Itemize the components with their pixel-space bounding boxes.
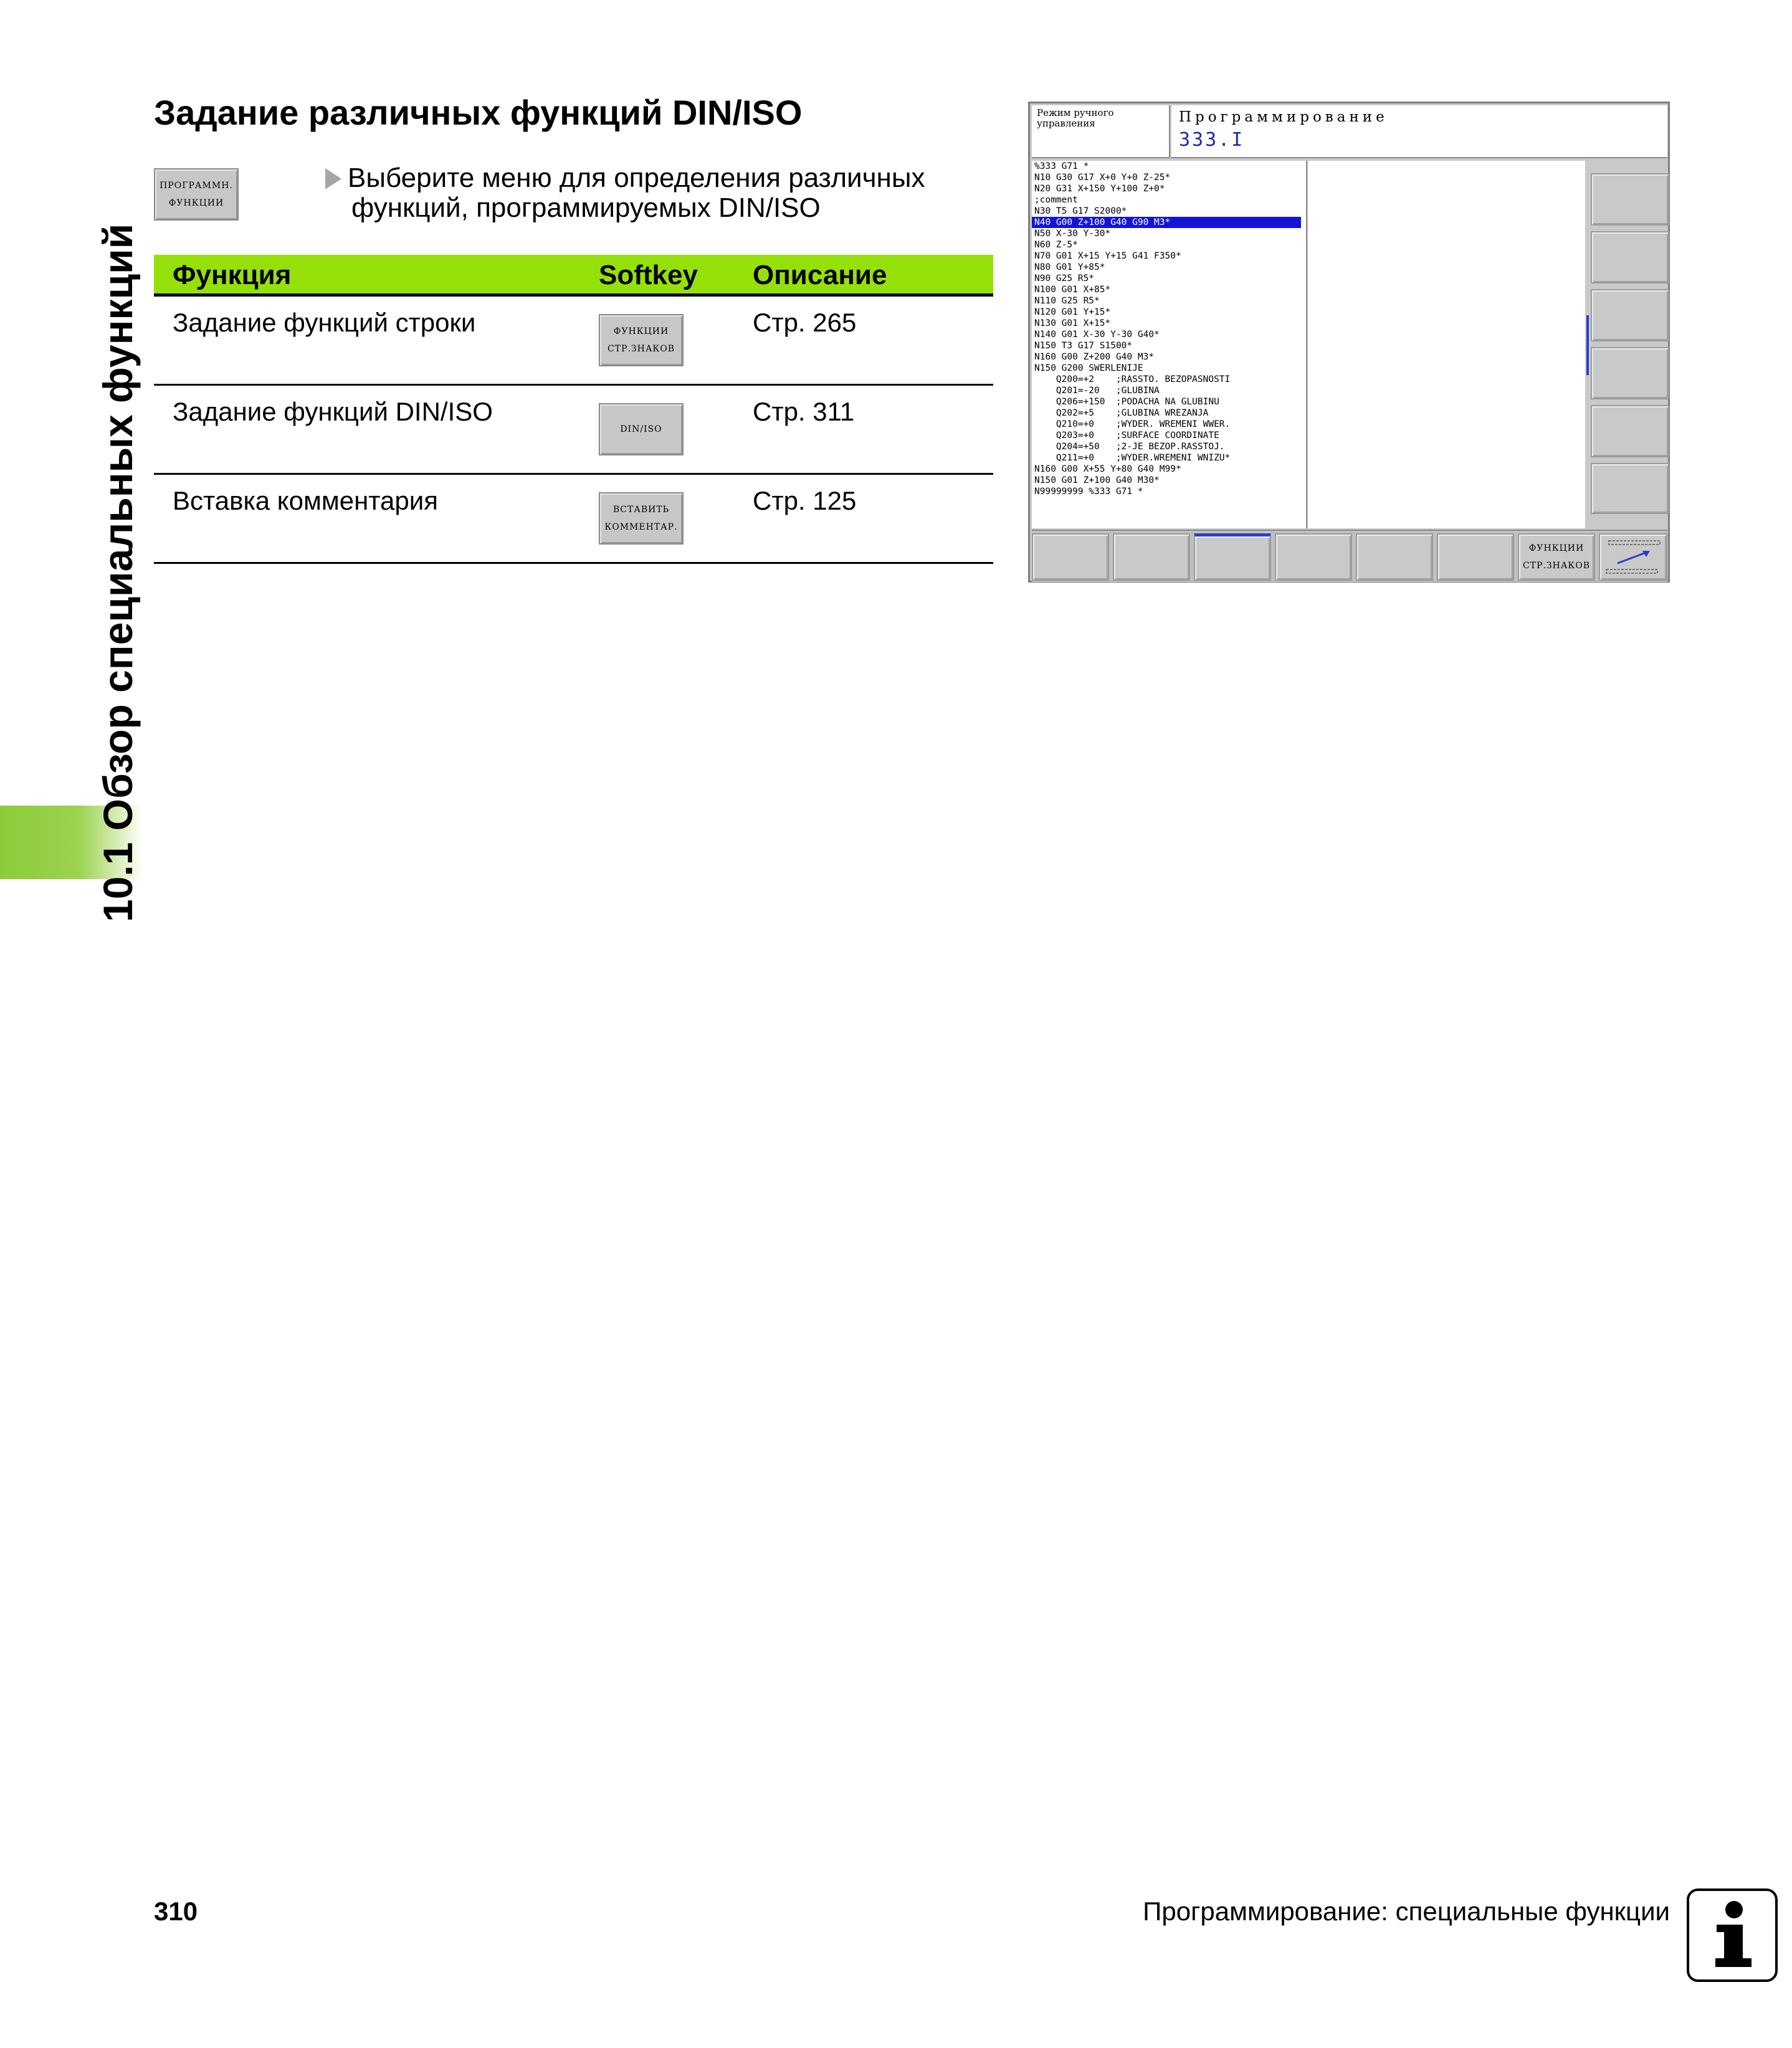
header-description: Описание: [753, 260, 887, 290]
code-line[interactable]: N80 G01 Y+85*: [1034, 262, 1105, 272]
softkey-label-line1: DIN/ISO: [620, 424, 662, 434]
functions-table: [154, 255, 993, 564]
softkey-label-line2: СТР.ЗНАКОВ: [1522, 561, 1591, 571]
code-line[interactable]: N110 G25 R5*: [1034, 296, 1100, 306]
table-row: [154, 297, 993, 386]
header-function: Функция: [173, 260, 292, 290]
code-line[interactable]: N30 T5 G17 S2000*: [1034, 206, 1127, 216]
mode-line-2: управления: [1037, 118, 1095, 129]
bottom-softkey[interactable]: [1194, 533, 1271, 581]
graphics-panel: [1308, 161, 1585, 528]
bottom-softkey[interactable]: [1356, 533, 1433, 581]
code-line[interactable]: N60 Z-5*: [1034, 240, 1078, 250]
code-line[interactable]: N50 X-30 Y-30*: [1034, 229, 1111, 239]
code-line[interactable]: Q206=+150 ;PODACHA NA GLUBINU: [1034, 397, 1219, 407]
section-heading: Задание различных функций DIN/ISO: [154, 93, 803, 132]
code-line[interactable]: Q200=+2 ;RASSTO. BEZOPASNOSTI: [1034, 374, 1231, 384]
code-line[interactable]: Q201=-20 ;GLUBINA: [1034, 386, 1160, 396]
code-line[interactable]: Q211=+0 ;WYDER.WREMENI WNIZU*: [1034, 453, 1231, 463]
row-description: Стр. 265: [753, 308, 857, 337]
next-softkey-row-button[interactable]: [1599, 533, 1667, 581]
insert-comment-softkey[interactable]: [599, 492, 684, 545]
info-icon: [1687, 1888, 1778, 1982]
code-line[interactable]: N100 G01 X+85*: [1034, 285, 1111, 295]
instruction-text: [348, 163, 971, 223]
scrollbar-thumb[interactable]: [1586, 315, 1589, 375]
code-line[interactable]: N20 G31 X+150 Y+100 Z+0*: [1034, 184, 1165, 194]
program-functions-softkey[interactable]: [154, 168, 239, 221]
code-line-selected[interactable]: N40 G00 Z+100 G40 G90 M3*: [1032, 217, 1301, 228]
side-softkey[interactable]: [1591, 231, 1669, 283]
code-line[interactable]: N70 G01 X+15 Y+15 G41 F350*: [1034, 251, 1181, 261]
softkey-label-line2: КОММЕНТАР.: [604, 522, 678, 532]
string-functions-bottom-softkey[interactable]: [1518, 533, 1595, 581]
footer-chapter-title: Программирование: специальные функции: [1143, 1897, 1670, 1926]
code-line[interactable]: N99999999 %333 G71 *: [1034, 487, 1143, 497]
program-code-panel[interactable]: [1032, 161, 1307, 528]
row-function: Вставка комментария: [173, 486, 438, 515]
table-row: [154, 475, 993, 564]
bottom-softkey[interactable]: [1032, 533, 1109, 581]
code-line[interactable]: N150 G01 Z+100 G40 M30*: [1034, 475, 1160, 485]
softkey-row-switch-icon: [1600, 535, 1666, 579]
code-line[interactable]: %333 G71 *: [1034, 161, 1089, 171]
code-line[interactable]: N140 G01 X-30 Y-30 G40*: [1034, 330, 1160, 340]
side-softkey[interactable]: [1591, 173, 1669, 226]
instruction-line-1: Выберите меню для определения различных: [348, 163, 925, 193]
softkey-label-line1: ФУНКЦИИ: [1528, 543, 1585, 553]
header-softkey: Softkey: [599, 260, 698, 290]
program-file-name: 333.I: [1179, 129, 1245, 151]
side-softkey[interactable]: [1591, 463, 1669, 514]
program-header: [1171, 105, 1667, 158]
table-row: [154, 386, 993, 475]
softkey-label-line1: ПРОГРАММН.: [160, 181, 233, 191]
control-screen: [1028, 102, 1670, 583]
code-line[interactable]: Q202=+5 ;GLUBINA WREZANJA: [1034, 408, 1209, 418]
chapter-side-title: 10.1 Обзор специальных функций: [95, 223, 141, 922]
softkey-label-line2: СТР.ЗНАКОВ: [607, 344, 675, 354]
side-softkey[interactable]: [1591, 347, 1669, 399]
code-line[interactable]: Q204=+50 ;2-JE BEZOP.RASSTOJ.: [1034, 442, 1225, 452]
code-line[interactable]: ;comment: [1034, 195, 1078, 205]
row-function: Задание функций DIN/ISO: [173, 397, 493, 426]
code-line[interactable]: N150 G200 SWERLENIJE: [1034, 363, 1143, 373]
bottom-softkey[interactable]: [1113, 533, 1190, 581]
softkey-label-line1: ФУНКЦИИ: [613, 326, 669, 336]
row-description: Стр. 125: [753, 486, 857, 515]
code-line[interactable]: N90 G25 R5*: [1034, 274, 1095, 283]
bullet-arrow-icon: [325, 168, 341, 189]
page-number: 310: [154, 1897, 198, 1926]
din-iso-softkey[interactable]: [599, 403, 684, 455]
code-line[interactable]: N160 G00 Z+200 G40 M3*: [1034, 352, 1155, 362]
program-mode-title: Программирование: [1179, 109, 1388, 125]
softkey-label-line1: ВСТАВИТЬ: [612, 505, 670, 515]
code-line[interactable]: N160 G00 X+55 Y+80 G40 M99*: [1034, 464, 1181, 474]
mode-line-1: Режим ручного: [1037, 107, 1114, 118]
code-line[interactable]: N150 T3 G17 S1500*: [1034, 341, 1133, 351]
bottom-softkey[interactable]: [1275, 533, 1352, 581]
code-line[interactable]: Q203=+0 ;SURFACE COORDINATE: [1034, 431, 1219, 441]
table-header: [154, 255, 993, 297]
code-line[interactable]: N10 G30 G17 X+0 Y+0 Z-25*: [1034, 173, 1171, 183]
operating-mode-box: [1032, 105, 1170, 158]
side-softkey[interactable]: [1591, 405, 1669, 457]
side-softkey[interactable]: [1591, 289, 1669, 341]
code-line[interactable]: Q210=+0 ;WYDER. WREMENI WWER.: [1034, 419, 1231, 429]
row-function: Задание функций строки: [173, 308, 476, 337]
bottom-softkey[interactable]: [1437, 533, 1514, 581]
code-line[interactable]: N130 G01 X+15*: [1034, 318, 1111, 328]
row-description: Стр. 311: [753, 397, 855, 426]
code-line[interactable]: N120 G01 Y+15*: [1034, 307, 1111, 317]
softkey-label-line2: ФУНКЦИИ: [168, 198, 224, 208]
string-functions-softkey[interactable]: [599, 314, 684, 366]
instruction-line-2: функций, программируемых DIN/ISO: [351, 193, 821, 223]
